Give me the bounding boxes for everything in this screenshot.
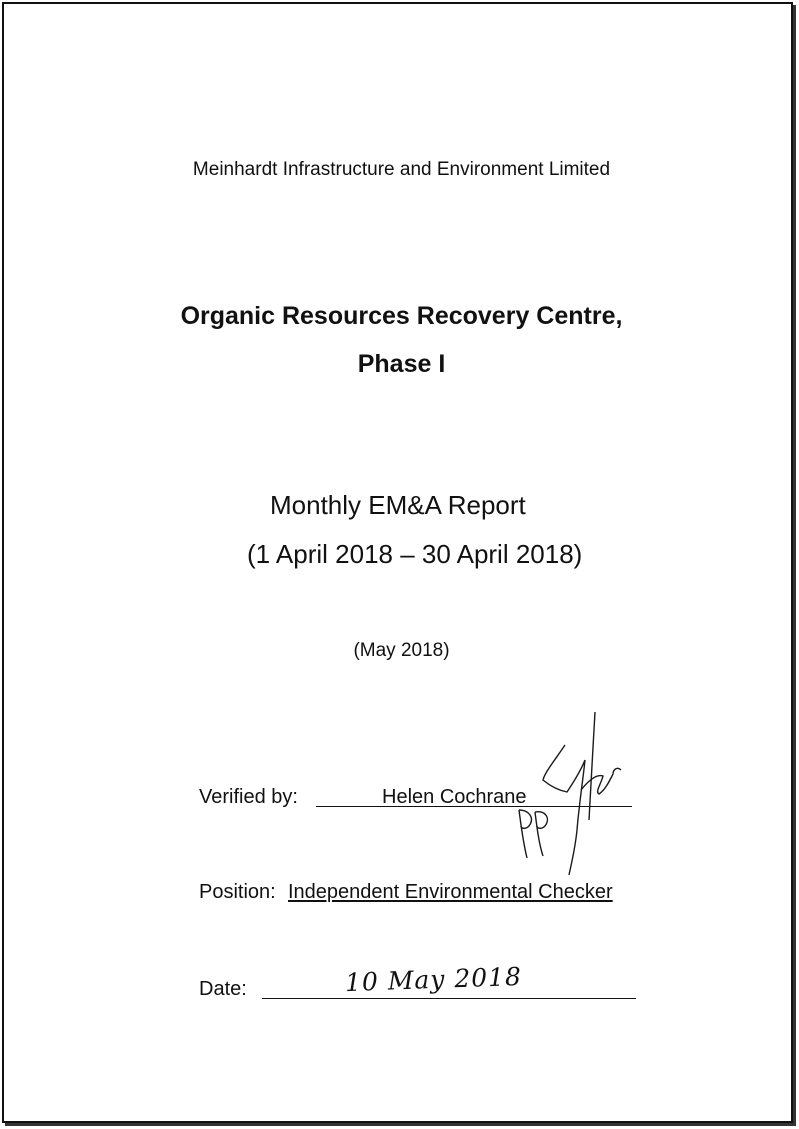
position-label: Position: [199,881,276,903]
project-title-line2: Phase I [357,350,446,378]
verifier-name: Helen Cochrane [382,786,527,808]
date-label: Date: [199,978,247,1000]
date-handwritten: 10 May 2018 [344,961,523,998]
project-title-line1: Organic Resources Recovery Centre, [180,302,623,330]
company-name: Meinhardt Infrastructure and Environment Limited [192,159,611,180]
signature [505,710,635,885]
date-line [262,998,636,999]
verified-by-label: Verified by: [199,786,298,808]
issue-date: (May 2018) [353,640,450,661]
position-value: Independent Environmental Checker [288,881,613,903]
report-type: Monthly EM&A Report [270,490,526,520]
report-period: (1 April 2018 – 30 April 2018) [247,539,583,569]
